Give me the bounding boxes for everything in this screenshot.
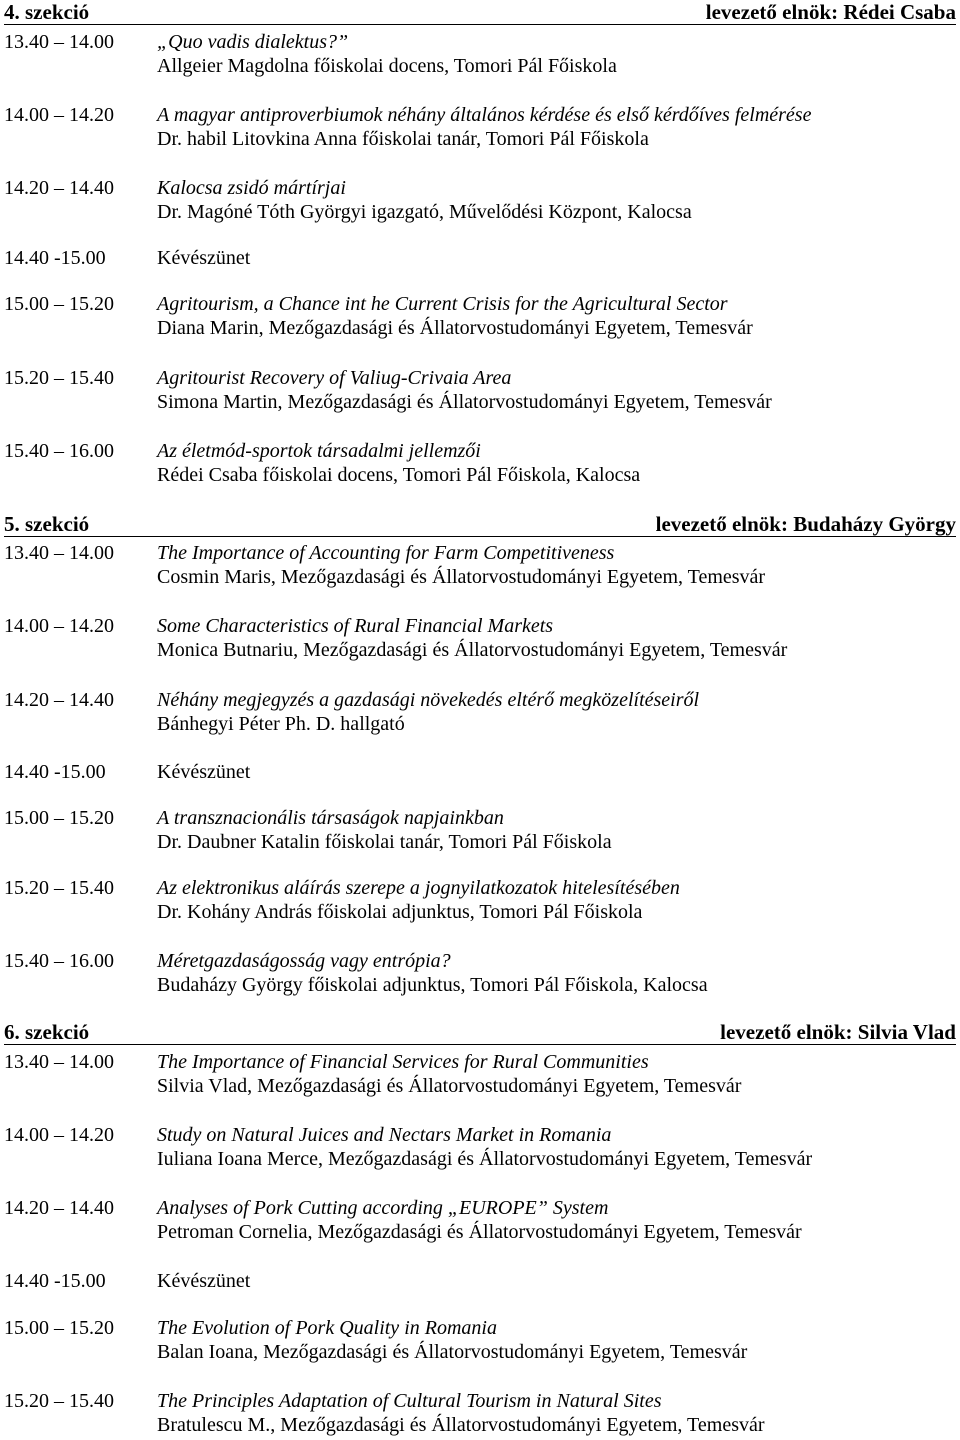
- section-header: [4, 512, 956, 537]
- talk-title: The Evolution of Pork Quality in Romania: [157, 1317, 497, 1339]
- time-slot: 15.00 – 15.20: [4, 293, 114, 315]
- speaker-affiliation: Monica Butnariu, Mezőgazdasági és Állatorvostudományi Egyetem, Temesvár: [157, 639, 788, 661]
- section-chair: levezető elnök: Silvia Vlad: [720, 1020, 956, 1044]
- time-slot: 15.40 – 16.00: [4, 950, 114, 972]
- speaker-affiliation: Dr. Kohány András főiskolai adjunktus, Tomori Pál Főiskola: [157, 901, 643, 923]
- program-entry: [4, 1389, 956, 1437]
- talk-title: Néhány megjegyzés a gazdasági növekedés eltérő megközelítéseiről: [157, 689, 700, 711]
- section-label: 6. szekció: [4, 1020, 90, 1044]
- speaker-affiliation: Petroman Cornelia, Mezőgazdasági és Állatorvostudományi Egyetem, Temesvár: [157, 1221, 802, 1243]
- program-entry: [4, 541, 956, 589]
- time-slot: 14.40 -15.00: [4, 761, 106, 783]
- time-slot: 15.40 – 16.00: [4, 440, 114, 462]
- speaker-affiliation: Budaházy György főiskolai adjunktus, Tomori Pál Főiskola, Kalocsa: [157, 974, 708, 996]
- time-slot: 15.20 – 15.40: [4, 1390, 114, 1412]
- program-entry: [4, 1123, 956, 1171]
- speaker-affiliation: Iuliana Ioana Merce, Mezőgazdasági és Állatorvostudományi Egyetem, Temesvár: [157, 1148, 813, 1170]
- program-entry: [4, 176, 956, 224]
- speaker-affiliation: Dr. Magóné Tóth Györgyi igazgató, Művelődési Központ, Kalocsa: [157, 201, 692, 223]
- time-slot: 14.20 – 14.40: [4, 1197, 114, 1219]
- section-chair: levezető elnök: Rédei Csaba: [705, 0, 956, 24]
- program-entry: [4, 949, 956, 997]
- break-row: [4, 760, 956, 784]
- break-label: Kévészünet: [157, 247, 251, 269]
- time-slot: 14.00 – 14.20: [4, 1124, 114, 1146]
- break-row: [4, 1269, 956, 1293]
- talk-title: A magyar antiproverbiumok néhány általános kérdése és első kérdőíves felmérése: [157, 104, 812, 126]
- program-entry: [4, 366, 956, 414]
- program-entry: [4, 30, 956, 78]
- section-header: [4, 1020, 956, 1045]
- talk-title: The Importance of Accounting for Farm Competitiveness: [157, 542, 615, 564]
- speaker-affiliation: Bratulescu M., Mezőgazdasági és Állatorvostudományi Egyetem, Temesvár: [157, 1414, 765, 1436]
- speaker-affiliation: Bánhegyi Péter Ph. D. hallgató: [157, 713, 405, 735]
- speaker-affiliation: Balan Ioana, Mezőgazdasági és Állatorvostudományi Egyetem, Temesvár: [157, 1341, 748, 1363]
- speaker-affiliation: Silvia Vlad, Mezőgazdasági és Állatorvostudományi Egyetem, Temesvár: [157, 1075, 742, 1097]
- speaker-affiliation: Rédei Csaba főiskolai docens, Tomori Pál Főiskola, Kalocsa: [157, 464, 641, 486]
- time-slot: 14.20 – 14.40: [4, 689, 114, 711]
- talk-title: Agritourism, a Chance int he Current Crisis for the Agricultural Sector: [157, 293, 728, 315]
- program-entry: [4, 614, 956, 662]
- time-slot: 14.40 -15.00: [4, 1270, 106, 1292]
- time-slot: 15.00 – 15.20: [4, 1317, 114, 1339]
- talk-title: Az elektronikus aláírás szerepe a jognyilatkozatok hitelesítésében: [157, 877, 680, 899]
- speaker-affiliation: Allgeier Magdolna főiskolai docens, Tomori Pál Főiskola: [157, 55, 617, 77]
- program-entry: [4, 1050, 956, 1098]
- talk-title: Some Characteristics of Rural Financial Markets: [157, 615, 554, 637]
- talk-title: A transznacionális társaságok napjainkban: [157, 807, 504, 829]
- section-label: 4. szekció: [4, 0, 90, 24]
- program-entry: [4, 439, 956, 487]
- talk-title: Kalocsa zsidó mártírjai: [157, 177, 346, 199]
- break-row: [4, 246, 956, 270]
- talk-title: Az életmód-sportok társadalmi jellemzői: [157, 440, 481, 462]
- speaker-affiliation: Dr. Daubner Katalin főiskolai tanár, Tomori Pál Főiskola: [157, 831, 612, 853]
- talk-title: Agritourist Recovery of Valiug-Crivaia Area: [157, 367, 512, 389]
- program-entry: [4, 1316, 956, 1364]
- time-slot: 13.40 – 14.00: [4, 1051, 114, 1073]
- time-slot: 14.00 – 14.20: [4, 104, 114, 126]
- section-header: [4, 0, 956, 25]
- program-entry: [4, 292, 956, 340]
- talk-title: Méretgazdaságosság vagy entrópia?: [157, 950, 451, 972]
- time-slot: 14.20 – 14.40: [4, 177, 114, 199]
- time-slot: 14.40 -15.00: [4, 247, 106, 269]
- program-entry: [4, 1196, 956, 1244]
- break-label: Kévészünet: [157, 761, 251, 783]
- program-entry: [4, 103, 956, 151]
- speaker-affiliation: Cosmin Maris, Mezőgazdasági és Állatorvostudományi Egyetem, Temesvár: [157, 566, 766, 588]
- break-label: Kévészünet: [157, 1270, 251, 1292]
- time-slot: 15.20 – 15.40: [4, 367, 114, 389]
- talk-title: „Quo vadis dialektus?”: [157, 31, 349, 53]
- time-slot: 13.40 – 14.00: [4, 31, 114, 53]
- time-slot: 15.00 – 15.20: [4, 807, 114, 829]
- section-chair: levezető elnök: Budaházy György: [655, 512, 956, 536]
- talk-title: The Importance of Financial Services for Rural Communities: [157, 1051, 649, 1073]
- program-entry: [4, 688, 956, 736]
- time-slot: 15.20 – 15.40: [4, 877, 114, 899]
- talk-title: Analyses of Pork Cutting according „EUROPE” System: [157, 1197, 609, 1219]
- section-label: 5. szekció: [4, 512, 90, 536]
- talk-title: The Principles Adaptation of Cultural Tourism in Natural Sites: [157, 1390, 662, 1412]
- talk-title: Study on Natural Juices and Nectars Market in Romania: [157, 1124, 612, 1146]
- speaker-affiliation: Dr. habil Litovkina Anna főiskolai tanár, Tomori Pál Főiskola: [157, 128, 649, 150]
- time-slot: 13.40 – 14.00: [4, 542, 114, 564]
- program-entry: [4, 806, 956, 854]
- program-entry: [4, 876, 956, 924]
- speaker-affiliation: Simona Martin, Mezőgazdasági és Állatorvostudományi Egyetem, Temesvár: [157, 391, 772, 413]
- time-slot: 14.00 – 14.20: [4, 615, 114, 637]
- speaker-affiliation: Diana Marin, Mezőgazdasági és Állatorvostudományi Egyetem, Temesvár: [157, 317, 753, 339]
